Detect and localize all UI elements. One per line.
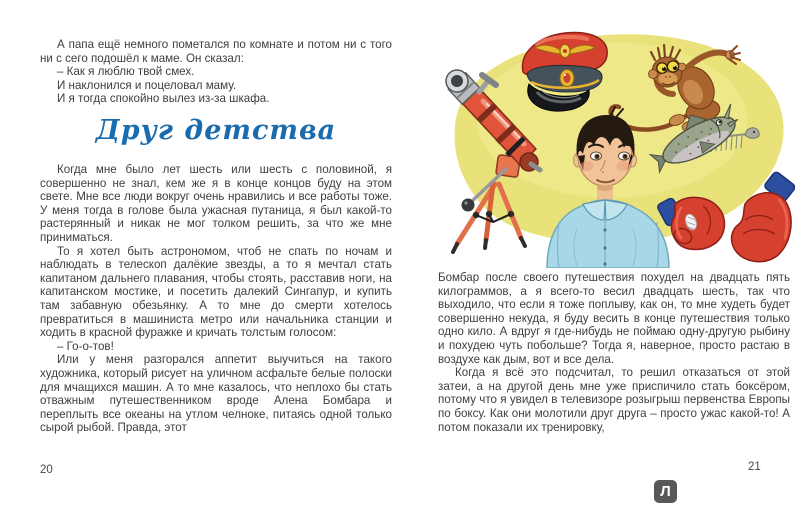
paragraph: И наклонился и поцеловал маму. xyxy=(57,78,237,92)
page-number-left: 20 xyxy=(40,464,53,476)
dialogue-line: – Го-о-тов! xyxy=(57,339,114,353)
page-number-right: 21 xyxy=(748,461,761,473)
dialogue-line: – Как я люблю твой смех. xyxy=(57,65,195,79)
page-right xyxy=(400,0,800,512)
paragraph: Когда я всё это подсчитал, то решил отказаться от этой затеи, а на другой день мне уже приспичило стать боксёром, потому что я увидел в телевизоре розыгрыш первенства Европы по боксу. Как они молотили друг друга – просто ужас какой-то! А потом показали их тренировку, xyxy=(438,366,790,434)
left-top-text xyxy=(40,38,392,106)
illustration xyxy=(427,8,795,268)
paragraph: Бомбар после своего путешествия похудел на двадцать пять килограммов, а я всего-то весил двадцать шесть, так что выходило, что если я тоже поплыву, как он, то мне худеть будет совершенно некуда, я буду весить в конце путешествия только одно кило. А вдруг я где-нибудь не поймаю одну-другую рыбину и похудею чуть побольше? Тогда я, наверное, просто растаю в воздухе как дым, вот и все дела. xyxy=(438,271,790,366)
paragraph: Или у меня разгорался аппетит выучиться на такого художника, который рисует на уличном асфальте белые полоски для мчащихся машин. А то мне казалось, что неплохо бы стать отважным путешественником вроде Алена Бомбара и переплыть все океаны на утлом челноке, питаясь одной только сырой рыбой. Правда, этот xyxy=(40,353,392,435)
right-main-text xyxy=(438,271,790,434)
paragraph: То я хотел быть астрономом, чтоб не спать по ночам и наблюдать в телескоп далёкие звезды, а то я мечтал стать капитаном дальнего плавания, чтобы стоять, расставив ноги, на капитанском мостике, и посетить далекий Сингапур, и купить там забавную обезьянку. А то мне до смерти хотелось превратиться в машиниста метро или начальника станции и ходить в красной фуражке и кричать толстым голосом: xyxy=(40,244,392,340)
left-main-text xyxy=(40,163,392,435)
paragraph: И я тогда спокойно вылез из-за шкафа. xyxy=(57,92,270,106)
watermark-letter: Л xyxy=(660,483,671,500)
paragraph: Когда мне было лет шесть или шесть с половиной, я совершенно не знал, кем же я в конце концов буду на этом свете. Мне все люди вокруг очень нравились и все работы тоже. У меня тогда в голове была ужасная путаница, я был какой-то растерянный и никак не мог толком решить, за что же мне приниматься. xyxy=(40,163,392,244)
labirint-watermark xyxy=(654,480,677,503)
paragraph: А папа ещё немного пометался по комнате и потом ни с того ни с сего подошёл к маме. Он сказал: xyxy=(40,38,392,65)
chapter-heading: Друг детства xyxy=(95,115,337,146)
